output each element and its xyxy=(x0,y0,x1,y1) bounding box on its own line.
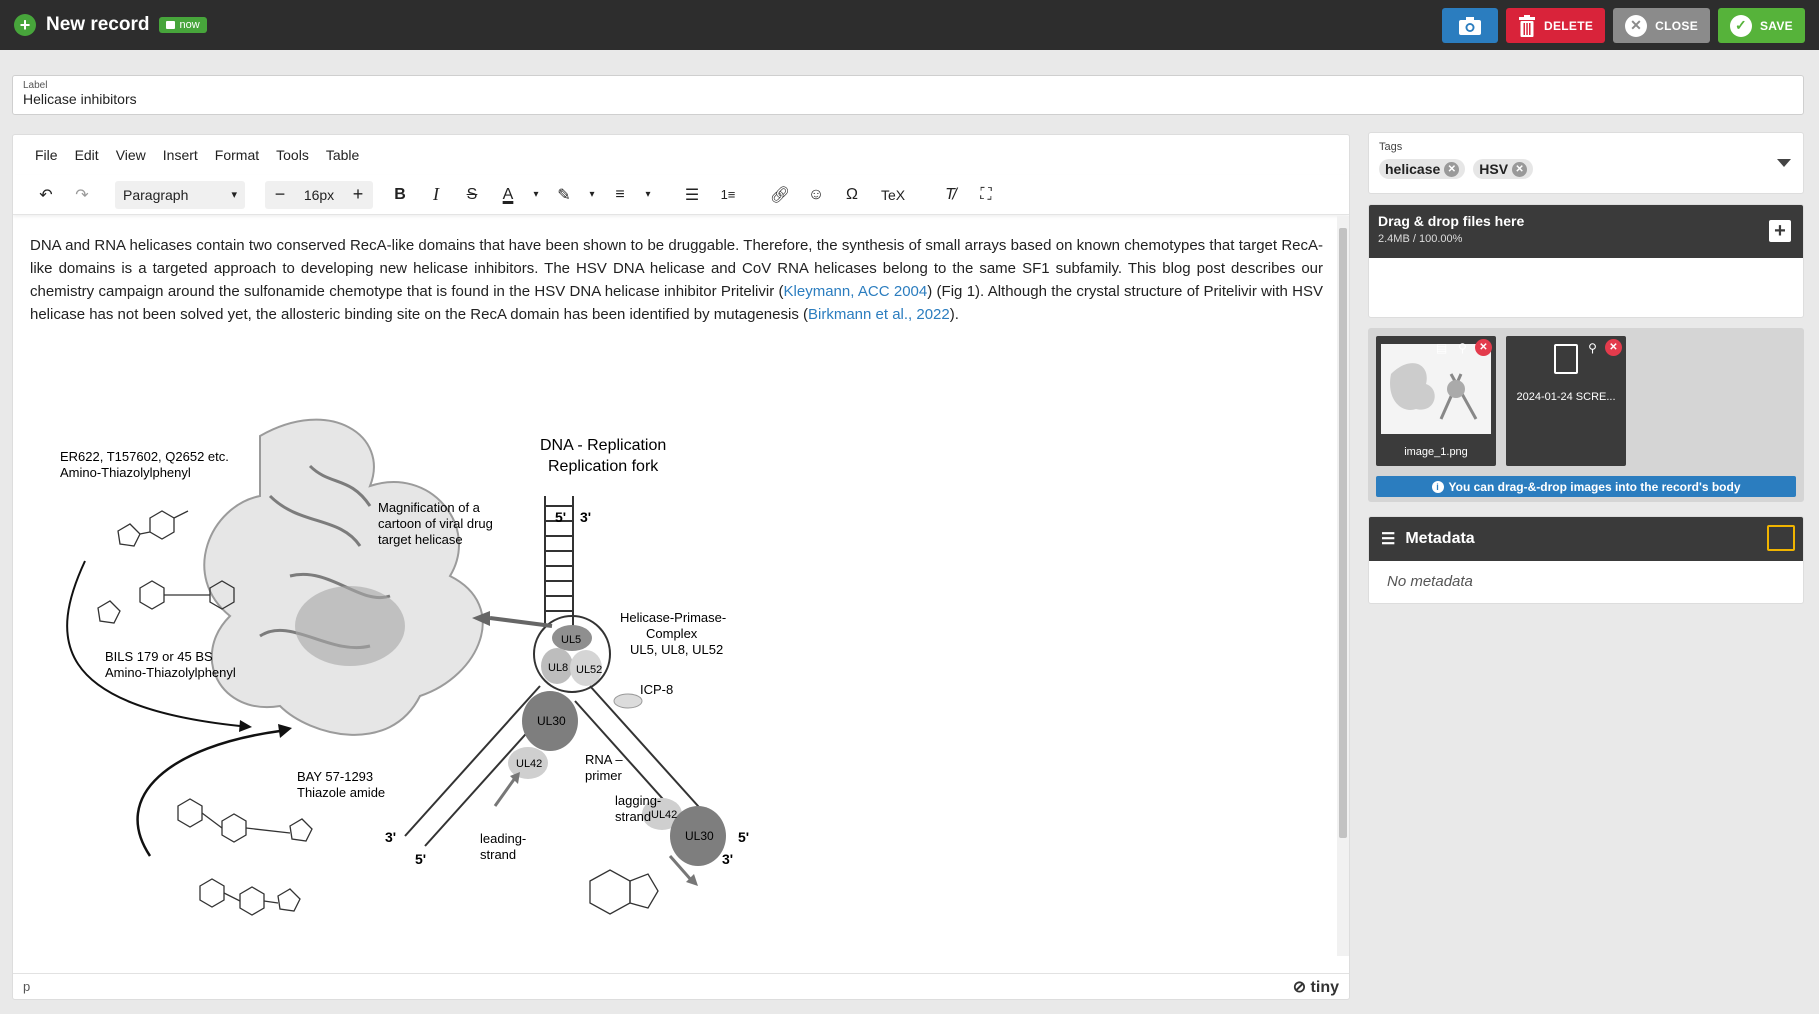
tag-text: HSV xyxy=(1479,161,1509,177)
delete-button-label: DELETE xyxy=(1544,18,1594,33)
dropzone-title: Drag & drop files here xyxy=(1378,213,1525,229)
figure-label-leading-line2: strand xyxy=(480,847,517,862)
figure-5prime-right: 5' xyxy=(738,829,750,845)
lock-icon xyxy=(166,21,175,29)
drag-drop-hint-text: You can drag-&-drop images into the record's body xyxy=(1448,479,1741,494)
close-button[interactable] xyxy=(1613,8,1710,43)
tag-list xyxy=(1379,159,1793,179)
figure-ul8: UL8 xyxy=(548,662,569,674)
figure-5prime-top: 5' xyxy=(555,509,567,525)
search-icon[interactable]: ⚲ xyxy=(1588,340,1597,355)
figure-ul5: UL5 xyxy=(561,634,582,646)
dropzone-usage: 2.4MB / 100.00% xyxy=(1378,233,1463,245)
font-size-value[interactable]: 16px xyxy=(303,186,335,203)
tag-text: helicase xyxy=(1385,161,1441,177)
figure-ul30-left: UL30 xyxy=(537,714,566,728)
search-icon[interactable]: ⚲ xyxy=(1458,340,1467,355)
figure-label-rna-line1: RNA – xyxy=(585,752,623,767)
menu-insert[interactable]: Insert xyxy=(162,147,198,163)
figure-ul42-right: UL42 xyxy=(651,809,678,821)
block-format-value: Paragraph xyxy=(123,186,189,203)
top-actions xyxy=(1442,8,1805,43)
file-name: 2024-01-24 SCRE... xyxy=(1516,391,1616,403)
undo-icon[interactable]: ↶ xyxy=(39,186,53,204)
redo-icon[interactable]: ↷ xyxy=(75,186,89,204)
close-button-label: CLOSE xyxy=(1655,18,1698,33)
camera-button[interactable] xyxy=(1442,8,1498,43)
paragraph-text-2: ) (Fig 1). Although the crystal structure of Pritelivir with HSV helicase has not been solved yet, the allosteric binding site on the RecA domain has been identified by mutagenesis ( xyxy=(30,283,1324,323)
attached-files xyxy=(1368,328,1804,502)
tag-chip xyxy=(1473,159,1533,179)
clear-format-icon[interactable]: T̸ xyxy=(945,185,955,203)
tiny-logo[interactable]: ⊘ tiny xyxy=(1292,978,1339,996)
tag-chip xyxy=(1379,159,1465,179)
figure-label-cmpd3-line1: BAY 57-1293 xyxy=(297,769,374,784)
figure-label-leading-line1: leading- xyxy=(480,831,527,846)
highlight-chevron-icon[interactable]: ▾ xyxy=(589,189,595,200)
info-icon: i xyxy=(1432,481,1444,493)
close-icon: ✕ xyxy=(1625,15,1647,37)
figure-label-cmpd1-line1: ER622, T157602, Q2652 etc. xyxy=(60,449,229,464)
figure-label-hpc-line2: Complex xyxy=(646,626,698,641)
figure-label-mag-line2: cartoon of viral drug xyxy=(378,516,493,531)
italic-icon[interactable]: I xyxy=(433,184,439,204)
figure-title-line2: Replication fork xyxy=(548,458,659,475)
editor-toolbar xyxy=(13,175,1349,215)
align-icon[interactable]: ≡ xyxy=(615,185,625,203)
metadata-empty: No metadata xyxy=(1387,573,1473,590)
menu-view[interactable]: View xyxy=(115,147,146,163)
bold-icon[interactable]: B xyxy=(394,185,406,203)
figure-label-hpc-line3: UL5, UL8, UL52 xyxy=(630,642,724,657)
new-record-icon: + xyxy=(14,14,36,36)
special-char-icon[interactable]: Ω xyxy=(846,185,858,203)
label-field-caption: Label xyxy=(23,80,48,91)
figure-label-lagging-line1: lagging- xyxy=(615,793,662,808)
drag-drop-hint xyxy=(1376,476,1796,497)
figure-label-rna-line2: primer xyxy=(585,768,622,783)
font-size-increase-button[interactable]: + xyxy=(352,184,364,204)
scrollbar-thumb[interactable] xyxy=(1339,228,1347,838)
figure-3prime-left: 3' xyxy=(385,829,397,845)
guanine-structure xyxy=(590,870,658,914)
top-bar xyxy=(0,0,1819,50)
figure-label-hpc-line1: Helicase-Primase- xyxy=(620,610,727,625)
remove-tag-icon[interactable]: ✕ xyxy=(1444,162,1459,177)
label-input[interactable] xyxy=(23,91,1793,107)
metadata-panel xyxy=(1368,516,1804,604)
file-actions xyxy=(1433,339,1492,356)
link-icon[interactable]: 🔗︎ xyxy=(769,186,791,204)
figure-label-icp8: ICP-8 xyxy=(640,682,674,697)
menu-tools[interactable]: Tools xyxy=(276,147,309,163)
paragraph-text-3: ). xyxy=(949,306,959,323)
tags-dropdown-icon[interactable] xyxy=(1777,159,1791,167)
menu-edit[interactable]: Edit xyxy=(74,147,99,163)
menu-format[interactable]: Format xyxy=(214,147,260,163)
save-button-label: SAVE xyxy=(1760,18,1793,33)
status-badge-label: now xyxy=(179,19,200,31)
figure-3prime-right: 3' xyxy=(722,851,734,867)
menu-file[interactable]: File xyxy=(35,147,58,163)
bullet-list-icon[interactable]: ☰ xyxy=(684,186,700,204)
figure-5prime-left: 5' xyxy=(415,851,427,867)
file-dropzone[interactable] xyxy=(1368,204,1804,318)
thumbnail-preview-icon xyxy=(1381,344,1491,434)
figure-label-cmpd2-line1: BILS 179 or 45 BS xyxy=(105,649,213,664)
font-size-decrease-button[interactable]: − xyxy=(274,184,286,204)
tex-button[interactable]: TeX xyxy=(880,186,906,203)
tiny-brand-label: tiny xyxy=(1310,978,1339,996)
element-path[interactable]: p xyxy=(23,979,31,994)
align-chevron-icon[interactable]: ▾ xyxy=(645,189,651,200)
file-card[interactable] xyxy=(1506,336,1626,466)
text-color-icon[interactable]: A xyxy=(502,185,514,203)
figure-label-lagging-line2: strand xyxy=(615,809,652,824)
label-field xyxy=(12,75,1804,115)
block-format-select[interactable] xyxy=(115,181,245,209)
reference-link-birkmann[interactable]: Birkmann et al., 2022 xyxy=(808,306,950,323)
file-name: image_1.png xyxy=(1404,446,1468,458)
save-button[interactable] xyxy=(1718,8,1805,43)
menu-table[interactable]: Table xyxy=(325,147,360,163)
rich-text-editor xyxy=(12,134,1350,1000)
figure-label-cmpd1-line2: Amino-Thiazolylphenyl xyxy=(60,465,191,480)
delete-button[interactable] xyxy=(1506,8,1605,43)
metadata-header xyxy=(1369,517,1803,561)
file-card[interactable] xyxy=(1376,336,1496,466)
tags-label: Tags xyxy=(1379,141,1403,153)
figure-3prime-top: 3' xyxy=(580,509,592,525)
paragraph-text-1: DNA and RNA helicases contain two conserved RecA-like domains that have been shown to be druggable. Therefore, the synthesis of small arrays based on known chemotypes that target RecA-like domains is a targeted approach to developing new helicase inhibitors. The HSV DNA helicase and CoV RNA helicases belong to the same SF1 subfamily. This blog post describes our chemistry campaign around the sulfonamide chemotype that is found in the HSV DNA helicase inhibitor Pritelivir ( xyxy=(30,237,1323,300)
font-size-stepper xyxy=(265,181,373,209)
helicase-structure-image xyxy=(204,420,482,735)
editor-statusbar xyxy=(13,973,1349,999)
document-icon[interactable]: ▤ xyxy=(1435,340,1448,355)
trash-icon xyxy=(1518,15,1536,37)
editor-content[interactable] xyxy=(13,216,1339,956)
list-icon: ☰ xyxy=(1381,531,1396,548)
emoji-icon[interactable]: ☺ xyxy=(807,185,825,203)
figure-label-mag-line1: Magnification of a xyxy=(378,500,480,515)
dropzone-header xyxy=(1369,205,1803,258)
camera-icon xyxy=(1458,16,1482,36)
add-file-icon[interactable]: + xyxy=(1769,220,1791,242)
figure-title-line1: DNA - Replication xyxy=(540,437,667,454)
remove-tag-icon[interactable]: ✕ xyxy=(1512,162,1527,177)
figure-ul30-right: UL30 xyxy=(685,829,714,843)
numbered-list-icon[interactable]: 1≡ xyxy=(720,187,736,202)
file-thumbnail[interactable] xyxy=(1381,344,1491,434)
metadata-title: Metadata xyxy=(1405,530,1475,547)
figure-image xyxy=(30,376,850,956)
figure-ul42-left: UL42 xyxy=(516,758,543,770)
fullscreen-icon[interactable]: ⛶ xyxy=(980,185,992,203)
file-actions xyxy=(1584,339,1622,356)
highlight-icon[interactable]: ✎ xyxy=(557,186,571,204)
editor-menubar xyxy=(13,135,1349,175)
delete-file-icon[interactable]: ✕ xyxy=(1605,339,1622,356)
figure-label-cmpd3-line2: Thiazole amide xyxy=(297,785,386,800)
body-paragraph xyxy=(30,234,1323,326)
figure-ul52: UL52 xyxy=(576,664,603,676)
edit-metadata-icon[interactable] xyxy=(1767,525,1795,551)
delete-file-icon[interactable]: ✕ xyxy=(1475,339,1492,356)
page-title: New record xyxy=(46,14,150,35)
check-icon: ✓ xyxy=(1730,15,1752,37)
strikethrough-icon[interactable]: S xyxy=(466,185,478,203)
tags-field[interactable] xyxy=(1368,132,1804,194)
reference-link-kleymann[interactable]: Kleymann, ACC 2004 xyxy=(783,283,928,300)
text-color-chevron-icon[interactable]: ▾ xyxy=(533,189,539,200)
figure-label-cmpd2-line2: Amino-Thiazolylphenyl xyxy=(105,665,236,680)
status-badge xyxy=(159,17,206,33)
pdf-icon xyxy=(1554,344,1578,374)
chevron-down-icon: ▾ xyxy=(231,189,237,201)
figure-label-mag-line3: target helicase xyxy=(378,532,463,547)
editor-scrollbar[interactable] xyxy=(1337,216,1349,956)
